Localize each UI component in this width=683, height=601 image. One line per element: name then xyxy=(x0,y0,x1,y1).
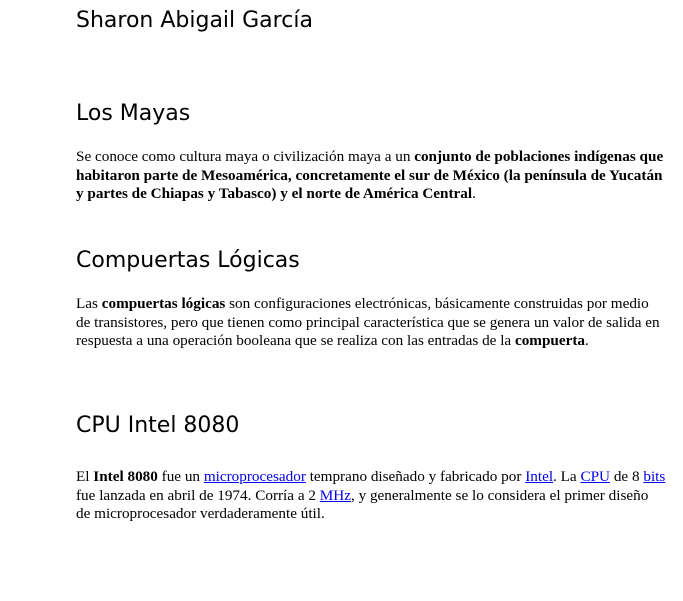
section-heading-compuertas: Compuertas Lógicas xyxy=(76,248,300,273)
link-cpu[interactable]: CPU xyxy=(580,468,611,485)
section-paragraph-intel8080 xyxy=(76,468,666,524)
paragraph-text: . La xyxy=(553,468,581,485)
paragraph-text: fue un xyxy=(157,468,204,485)
paragraph-text: Las xyxy=(76,295,102,312)
section-heading-mayas: Los Mayas xyxy=(76,101,191,126)
section-heading-intel8080: CPU Intel 8080 xyxy=(76,413,240,438)
paragraph-text: temprano diseñado y fabricado por xyxy=(305,468,526,485)
link-bits[interactable]: bits xyxy=(643,468,666,485)
paragraph-text: Se conoce como cultura maya o civilización maya a un xyxy=(76,148,415,165)
paragraph-text: de 8 xyxy=(610,468,644,485)
paragraph-text: fue lanzada en abril de 1974. Corría a 2 xyxy=(76,486,320,504)
paragraph-bold-text: Intel 8080 xyxy=(93,468,158,485)
link-mhz[interactable]: MHz xyxy=(319,486,351,504)
paragraph-text: . xyxy=(472,185,476,202)
link-microprocesador[interactable]: microprocesador xyxy=(203,468,306,485)
paragraph-bold-text: conjunto de poblaciones indígenas que habitaron parte de Mesoamérica, concretamente el sur de México (la península de Yucatán y partes de Chiapas y Tabasco) y el norte de América Central xyxy=(76,148,664,202)
paragraph-bold-text: compuerta xyxy=(514,332,585,349)
link-intel[interactable]: Intel xyxy=(525,468,554,485)
paragraph-text: , y generalmente se lo considera el primer diseño de microprocesador verdaderamente útil. xyxy=(76,486,649,522)
paragraph-text: El xyxy=(76,468,94,485)
section-paragraph-mayas xyxy=(76,148,666,204)
paragraph-text: son configuraciones electrónicas, básicamente construidas por medio de transistores, pero que tienen como principal característica que se genera un valor de salida en respuesta a una operación booleana que se realiza con las entradas de la xyxy=(76,295,660,349)
document-author: Sharon Abigail García xyxy=(76,8,313,33)
paragraph-bold-text: compuertas lógicas xyxy=(101,295,226,312)
section-paragraph-compuertas xyxy=(76,295,666,351)
paragraph-text: . xyxy=(584,332,589,349)
